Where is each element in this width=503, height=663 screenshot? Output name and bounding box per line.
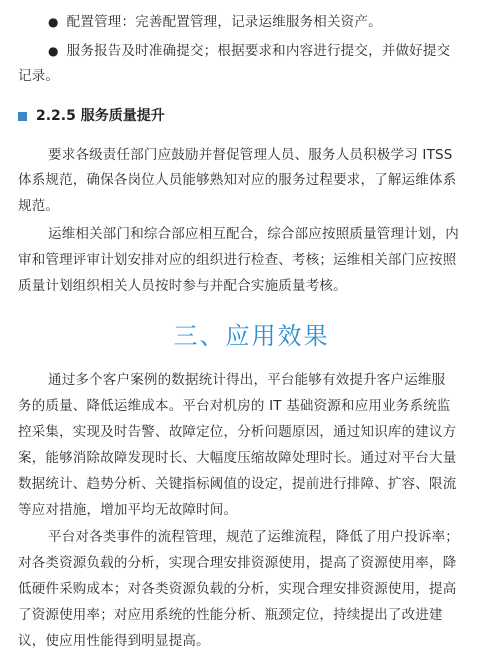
chapter-title: 三、应用效果 xyxy=(173,322,330,350)
bullet-item xyxy=(48,41,450,61)
paragraph-line: 控采集，实现及时告警、故障定位，分析问题原因，通过知识库的建议方 xyxy=(18,424,457,440)
bullet-text: 服务报告及时准确提交；根据要求和内容进行提交，并做好提交 xyxy=(66,43,451,59)
paragraph-line: 低硬件采购成本；对各类资源负载的分析，实现合理安排资源使用，提高 xyxy=(18,581,457,597)
bullet-item xyxy=(48,12,382,32)
paragraph-line: 体系规范，确保各岗位人员能够熟知对应的服务过程要求，了解运维体系 xyxy=(18,172,457,188)
paragraph-line: 运维相关部门和综合部应相互配合，综合部应按照质量管理计划，内 xyxy=(48,226,459,242)
section-title: 2.2.5 服务质量提升 xyxy=(36,108,165,124)
paragraph-line: 对各类资源负载的分析，实现合理安排资源使用，提高了资源使用率，降 xyxy=(18,555,457,571)
paragraph-line: 案，能够消除故障发现时长、大幅度压缩故障处理时长。通过对平台大量 xyxy=(18,450,457,466)
paragraph-line: 务的质量、降低运维成本。平台对机房的 IT 基础资源和应用业务系统监 xyxy=(18,398,451,414)
bullet-dot-icon: ● xyxy=(48,44,59,58)
bullet-text: 配置管理：完善配置管理，记录运维服务相关资产。 xyxy=(66,14,382,30)
paragraph-line: 规范。 xyxy=(18,198,60,214)
paragraph-line: 通过多个客户案例的数据统计得出，平台能够有效提升客户运维服 xyxy=(48,372,446,388)
bullet-dot-icon: ● xyxy=(48,15,59,29)
paragraph-line: 要求各级责任部门应鼓励并督促管理人员、服务人员积极学习 ITSS xyxy=(48,147,453,163)
paragraph-line: 数据统计、趋势分析、关键指标阈值的设定，提前进行排障、扩容、限流 xyxy=(18,476,457,492)
paragraph-line: 了资源使用率；对应用系统的性能分析、瓶颈定位，持续提出了改进建 xyxy=(18,607,443,623)
paragraph-line: 审和管理评审计划安排对应的组织进行检查、考核；运维相关部门应按照 xyxy=(18,252,457,268)
paragraph-line: 等应对措施，增加平均无故障时间。 xyxy=(18,502,238,518)
paragraph-line: 平台对各类事件的流程管理，规范了运维流程，降低了用户投诉率； xyxy=(48,529,459,545)
paragraph-line: 质量计划组织相关人员按时参与并配合实施质量考核。 xyxy=(18,278,347,294)
section-marker-icon xyxy=(18,112,27,121)
bullet-text-continuation: 记录。 xyxy=(18,68,60,84)
paragraph-line: 议，使应用性能得到明显提高。 xyxy=(18,633,210,649)
